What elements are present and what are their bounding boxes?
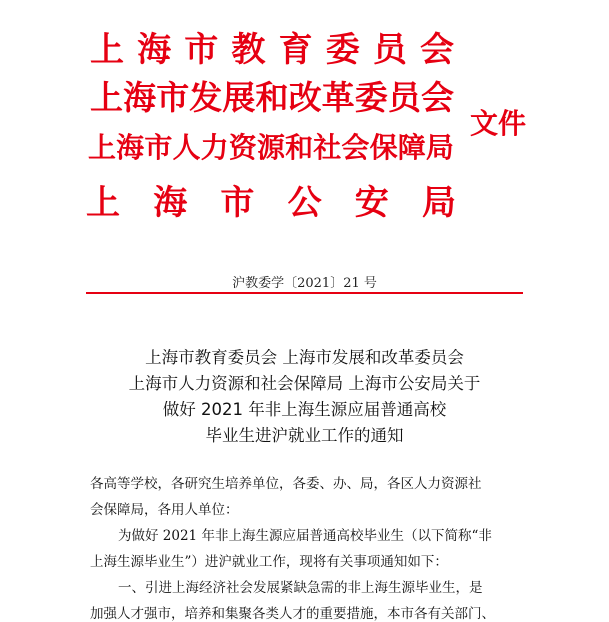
header-char: 局 (421, 183, 456, 223)
header-char: 教 (231, 30, 266, 70)
header-char: 局 (425, 131, 454, 164)
body-line-2: 会保障局，各用人单位： (90, 502, 239, 518)
header-line-2 (90, 72, 454, 119)
body-line-1: 各高等学校，各研究生培养单位，各委、办、局，各区人力资源社 (90, 476, 482, 492)
header-suffix: 文件 (470, 107, 527, 140)
header-line-3 (88, 126, 454, 166)
title-line-1: 上海市教育委员会 上海市发展和改革委员会 (145, 348, 464, 367)
header-char: 保 (369, 131, 398, 164)
header-char: 和 (285, 131, 314, 164)
header-char: 公 (287, 183, 322, 223)
header-char: 上 (88, 131, 117, 164)
header-char: 发 (189, 78, 223, 117)
header-char: 会 (341, 131, 370, 164)
header-char: 改 (288, 78, 322, 117)
header-char: 委 (325, 30, 360, 70)
header-char: 员 (387, 78, 421, 117)
header-char: 革 (321, 78, 355, 117)
header-char: 力 (200, 131, 229, 164)
body-line-3: 为做好 2021 年非上海生源应届普通高校毕业生（以下简称“非 (118, 528, 492, 544)
header-char: 上 (90, 30, 124, 70)
header-char: 社 (313, 131, 342, 164)
header-char: 市 (144, 131, 173, 164)
header-char: 委 (354, 78, 388, 117)
body-line-4: 上海生源毕业生”）进沪就业工作，现将有关事项通知如下： (90, 554, 448, 570)
header-char: 障 (397, 131, 426, 164)
header-line-4 (86, 175, 456, 224)
header-char: 上 (86, 183, 120, 223)
header-char: 源 (256, 131, 285, 164)
header-char: 海 (153, 183, 188, 223)
document-number: 沪教委学〔2021〕21 号 (232, 276, 377, 291)
header-line-1 (90, 22, 454, 71)
title-line-4: 毕业生进沪就业工作的通知 (205, 426, 404, 445)
title-line-3: 做好 2021 年非上海生源应届普通高校 (162, 400, 447, 419)
header-char: 育 (278, 30, 313, 70)
header-char: 市 (156, 78, 190, 117)
header-char: 海 (137, 30, 172, 70)
header-char: 人 (172, 131, 201, 164)
body-line-5: 一、引进上海经济社会发展紧缺急需的非上海生源毕业生，是 (118, 580, 483, 596)
red-divider (86, 292, 523, 294)
header-char: 上 (90, 78, 123, 117)
header-char: 和 (255, 78, 289, 117)
header-char: 员 (372, 30, 407, 70)
title-line-2: 上海市人力资源和社会保障局 上海市公安局关于 (128, 374, 481, 393)
header-char: 海 (116, 131, 145, 164)
header-char: 会 (420, 78, 454, 117)
header-char: 海 (123, 78, 157, 117)
header-char: 展 (222, 78, 256, 117)
body-line-6: 加强人才强市，培养和集聚各类人才的重要措施，本市各有关部门、 (90, 606, 495, 622)
header-char: 市 (220, 183, 255, 223)
header-char: 安 (354, 183, 389, 223)
header-char: 市 (184, 30, 219, 70)
header-char: 资 (228, 131, 257, 164)
header-char: 会 (419, 30, 454, 70)
